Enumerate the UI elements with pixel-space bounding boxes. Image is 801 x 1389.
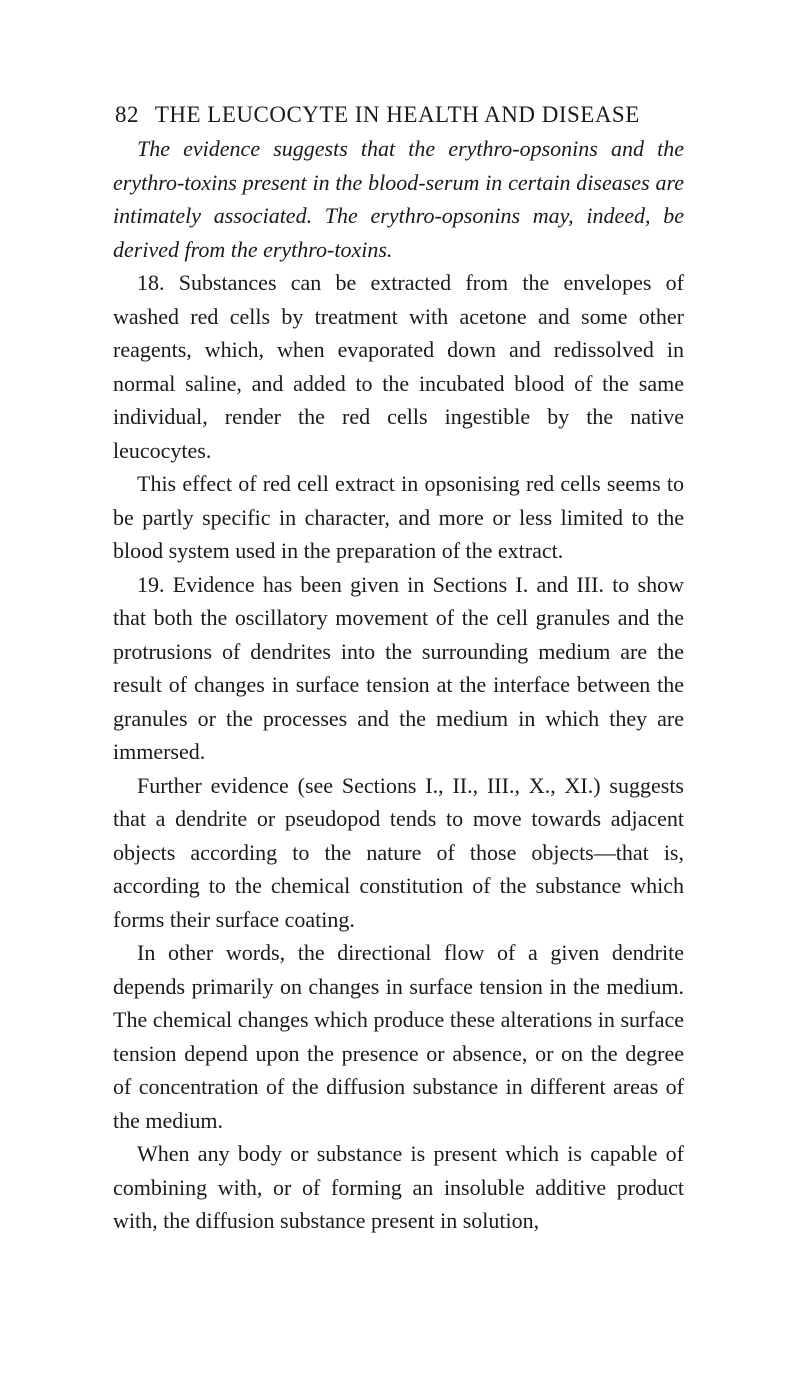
paragraph-other-words: In other words, the directional flow of a given dendrite depends primarily on changes in surface tension in the medium. The chemical changes which produce these alterations in surface tension depend upon the presence or absence, or on the degree of concentration of the diffusion substance in different areas of the medium.: [113, 940, 684, 1133]
paragraph-red-cell-extract: This effect of red cell extract in opsonising red cells seems to be partly specific in character, and more or less limited to the blood system used in the preparation of the extract.: [113, 471, 684, 563]
running-title: THE LEUCOCYTE IN HEALTH AND DISEASE: [154, 102, 640, 127]
paragraph-19: 19. Evidence has been given in Sections I. and III. to show that both the oscillatory movement of the cell granules and the protrusions of dendrites into the surrounding medium are the result of changes in surface tension at the interface between the granules or the processes and the medium in which they are immersed.: [113, 571, 684, 764]
paragraph-when-any-body: When any body or substance is present which is capable of combining with, or of forming an insoluble additive product with, the diffusion substance present in solution,: [113, 1141, 684, 1233]
paragraph-18: 18. Substances can be extracted from the envelopes of washed red cells by treatment with acetone and some other reagents, which, when evaporated down and redissolved in normal saline, and added to the incubated blood of the same individual, render the red cells ingestible by the native leucocytes.: [113, 270, 684, 463]
paragraph-further-evidence: Further evidence (see Sections I., II., III., X., XI.) suggests that a dendrite or pseudopod tends to move towards adjacent objects according to the nature of those objects—that is, according to the chemical constitution of the substance which forms their surface coating.: [113, 772, 684, 932]
running-head: [115, 100, 715, 130]
page-number: 82: [115, 102, 139, 127]
body-text: [113, 132, 684, 1238]
paragraph-summary: The evidence suggests that the erythro-opsonins and the erythro-toxins present in the blood-serum in certain diseases are intimately associated. The erythro-opsonins may, indeed, be derived from the erythro-toxins.: [113, 136, 684, 262]
